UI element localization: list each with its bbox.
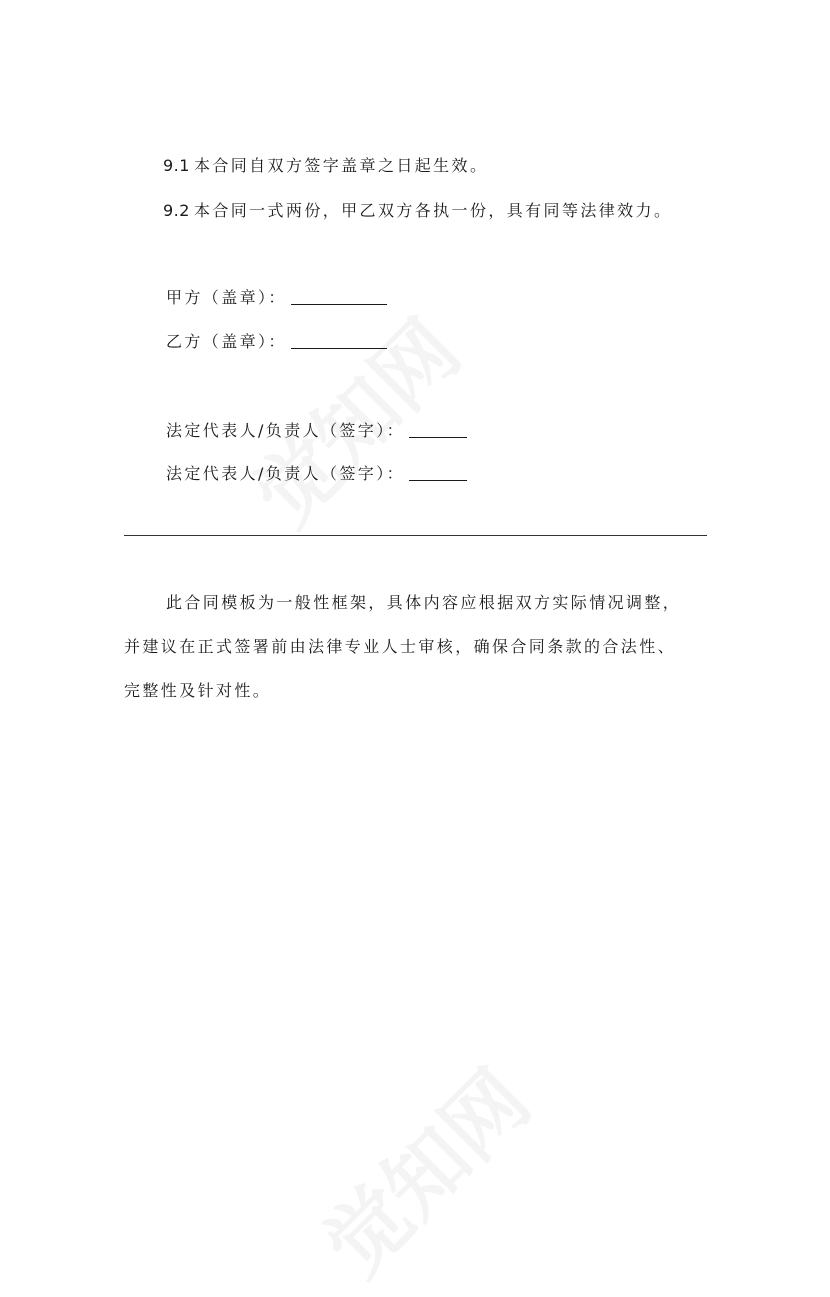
representative-1-blank[interactable] bbox=[409, 421, 467, 438]
note-line-3: 完整性及针对性。 bbox=[124, 681, 272, 700]
representative-1-label: 法定代表人/负责人（签字）： bbox=[166, 421, 405, 440]
party-a-seal-line bbox=[166, 287, 387, 309]
divider bbox=[124, 535, 707, 536]
clause-number: 9.1 bbox=[163, 156, 190, 175]
party-b-seal-line bbox=[166, 331, 387, 353]
party-a-label: 甲方（盖章）： bbox=[166, 288, 287, 307]
representative-2-line bbox=[166, 463, 467, 485]
note-line-2: 并建议在正式签署前由法律专业人士审核，确保合同条款的合法性、 bbox=[124, 637, 677, 656]
clause-text: 本合同自双方签字盖章之日起生效。 bbox=[193, 156, 489, 175]
representative-1-line bbox=[166, 420, 467, 442]
representative-2-blank[interactable] bbox=[409, 464, 467, 481]
watermark-top bbox=[225, 290, 482, 547]
party-a-blank[interactable] bbox=[291, 288, 387, 305]
clause-text: 本合同一式两份，甲乙双方各执一份，具有同等法律效力。 bbox=[193, 201, 673, 220]
clause-number: 9.2 bbox=[163, 201, 190, 220]
note-line-1: 此合同模板为一般性框架，具体内容应根据双方实际情况调整， bbox=[166, 593, 682, 612]
party-b-blank[interactable] bbox=[291, 332, 387, 349]
party-b-label: 乙方（盖章）： bbox=[166, 332, 287, 351]
clause-9-2 bbox=[163, 200, 672, 222]
clause-9-1 bbox=[163, 155, 488, 177]
representative-2-label: 法定代表人/负责人（签字）： bbox=[166, 464, 405, 483]
watermark-bottom bbox=[295, 1040, 552, 1297]
